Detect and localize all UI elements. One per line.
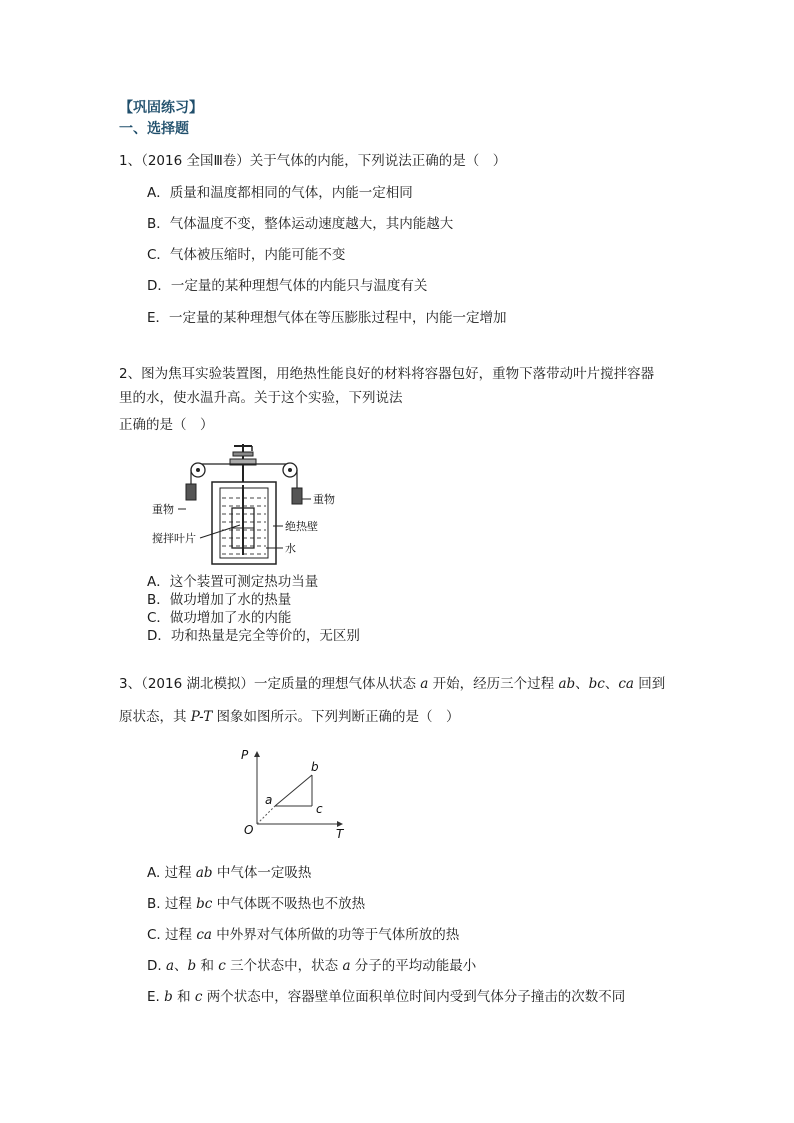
q3-stem-line2: 原状态，其 P-T 图象如图所示。下列判断正确的是（ ） (119, 709, 460, 725)
origin-label: O (244, 823, 254, 837)
p-axis-label: P (241, 748, 249, 762)
right-weight (292, 488, 302, 504)
q3-option-d: D. a、b 和 c 三个状态中，状态 a 分子的平均动能最小 (147, 958, 477, 974)
state-b-label: b (311, 760, 319, 774)
process-ab (275, 775, 312, 806)
q1-option-b: B．气体温度不变，整体运动速度越大，其内能越大 (147, 216, 454, 232)
q3-option-a: A. 过程 ab 中气体一定吸热 (147, 865, 312, 881)
q2-option-b: B．做功增加了水的热量 (147, 592, 292, 608)
q2-option-c: C．做功增加了水的内能 (147, 610, 292, 626)
q1-option-a: A．质量和温度都相同的气体，内能一定相同 (147, 185, 413, 201)
label-paddle: 搅拌叶片 (152, 532, 196, 545)
q2-option-d: D．功和热量是完全等价的，无区别 (147, 628, 360, 644)
q1-option-d: D．一定量的某种理想气体的内能只与温度有关 (147, 278, 428, 294)
q2-stem-line1: 2、图为焦耳实验装置图，用绝热性能良好的材料将容器包好，重物下落带动叶片搅拌容器 (119, 366, 655, 382)
joule-apparatus-figure (148, 440, 363, 570)
label-weight-left: 重物 (152, 503, 174, 516)
state-c-label: c (316, 802, 323, 816)
state-a-label: a (265, 793, 273, 807)
q3-stem-line1: 3、（2016 湖北模拟）一定质量的理想气体从状态 a 开始，经历三个过程 ab、bc、ca 回到 (119, 676, 666, 692)
q2-option-a: A．这个装置可测定热功当量 (147, 574, 319, 590)
q3-option-b: B. 过程 bc 中气体既不吸热也不放热 (147, 896, 366, 912)
label-insulation: 绝热壁 (285, 520, 318, 533)
pt-graph (232, 742, 357, 842)
q1-option-c: C．气体被压缩时，内能可能不变 (147, 247, 346, 263)
q1-option-e: E．一定量的某种理想气体在等压膨胀过程中，内能一定增加 (147, 310, 507, 326)
section-label: 【巩固练习】 (119, 100, 203, 116)
q2-stem-line2: 里的水，使水温升高。关于这个实验，下列说法 (119, 390, 403, 406)
q3-option-c: C. 过程 ca 中外界对气体所做的功等于气体所放的热 (147, 927, 460, 943)
q1-stem: 1、（2016 全国Ⅲ卷）关于气体的内能，下列说法正确的是（ ） (119, 153, 507, 169)
label-water: 水 (285, 542, 296, 555)
subsection-label: 一、选择题 (119, 121, 189, 137)
q3-option-e: E. b 和 c 两个状态中，容器壁单位面积单位时间内受到气体分子撞击的次数不同 (147, 989, 626, 1005)
left-weight (186, 484, 196, 500)
q2-stem-line3: 正确的是（ ） (119, 417, 214, 433)
label-weight-right: 重物 (313, 493, 335, 506)
t-axis-label: T (336, 827, 344, 841)
